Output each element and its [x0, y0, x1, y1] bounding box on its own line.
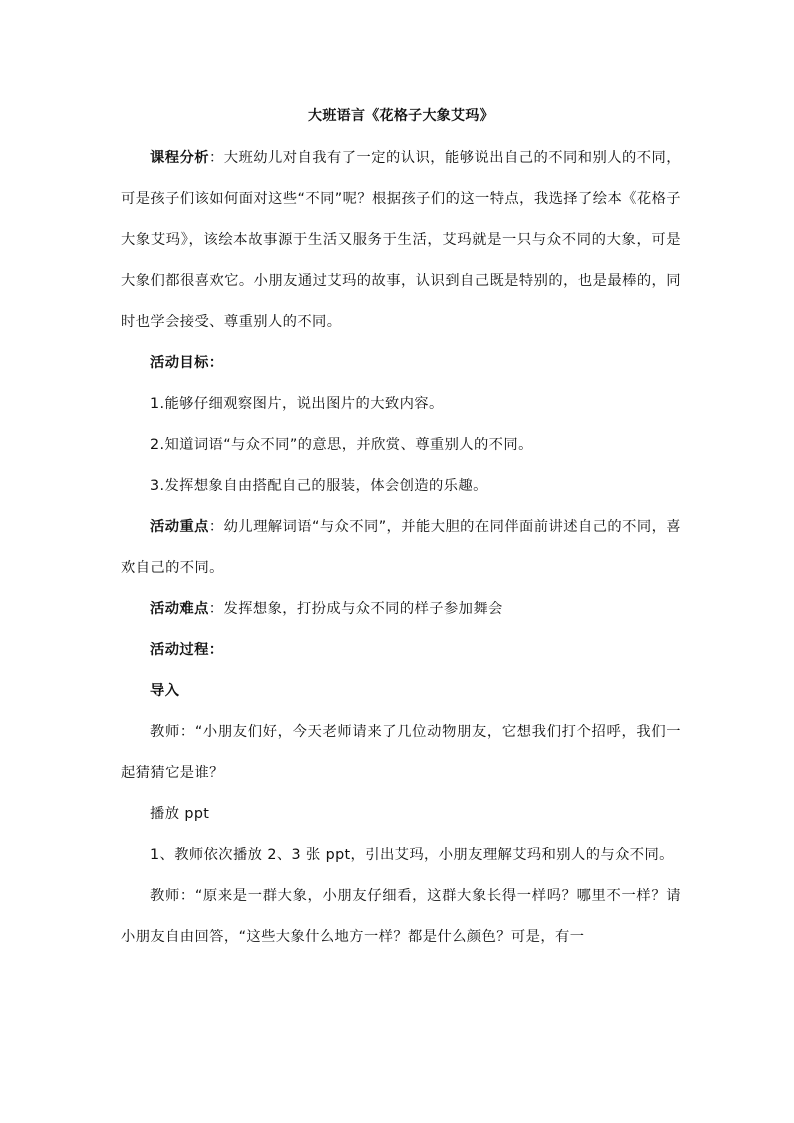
key-point-colon: ： — [208, 519, 224, 535]
key-point-paragraph — [121, 507, 681, 589]
course-analysis-colon: ： — [209, 150, 224, 166]
body-paragraph-1: 教师：“小朋友们好，今天老师请来了几位动物朋友，它想我们打个招呼，我们一起猜猜它是谁？ — [121, 724, 681, 781]
process-heading: 活动过程： — [150, 642, 224, 658]
key-point-text: 幼儿理解词语“与众不同”，并能大胆的在同伴面前讲述自己的不同，喜欢自己的不同。 — [121, 519, 681, 576]
intro-heading: 导入 — [150, 683, 180, 699]
body-paragraph-2: 播放 ppt — [150, 806, 210, 822]
document-title: 大班语言《花格子大象艾玛》 — [308, 108, 494, 124]
goal-item-3: 3.发挥想象自由搭配自己的服装，体会创造的乐趣。 — [150, 478, 488, 494]
course-analysis-paragraph — [121, 138, 681, 343]
document-content — [121, 100, 681, 958]
key-point-label: 活动重点 — [150, 519, 209, 535]
body-paragraph-3: 1、教师依次播放 2、3 张 ppt，引出艾玛，小朋友理解艾玛和别人的与众不同。 — [150, 847, 674, 863]
difficulty-colon: ： — [208, 601, 224, 617]
course-analysis-label: 课程分析 — [150, 150, 210, 166]
body-paragraph-4: 教师：“原来是一群大象，小朋友仔细看，这群大象长得一样吗？哪里不一样？请小朋友自由回答，“这些大象什么地方一样？都是什么颜色？可是，有一 — [121, 888, 681, 945]
goal-item-2: 2.知道词语“与众不同”的意思，并欣赏、尊重别人的不同。 — [150, 437, 533, 453]
difficulty-paragraph — [121, 589, 681, 630]
goals-heading: 活动目标： — [150, 355, 224, 371]
difficulty-label: 活动难点 — [150, 601, 209, 617]
course-analysis-text: 大班幼儿对自我有了一定的认识，能够说出自己的不同和别人的不同，可是孩子们该如何面对这些“不同”呢？根据孩子们的这一特点，我选择了绘本《花格子大象艾玛》，该绘本故事源于生活又服务于生活，艾玛就是一只与众不同的大象，可是大象们都很喜欢它。小朋友通过艾玛的故事，认识到自己既是特别的，也是最棒的，同时也学会接受、尊重别人的不同。 — [121, 150, 682, 330]
difficulty-text: 发挥想象，打扮成与众不同的样子参加舞会 — [223, 601, 503, 617]
goal-item-1: 1.能够仔细观察图片，说出图片的大致内容。 — [150, 396, 444, 412]
